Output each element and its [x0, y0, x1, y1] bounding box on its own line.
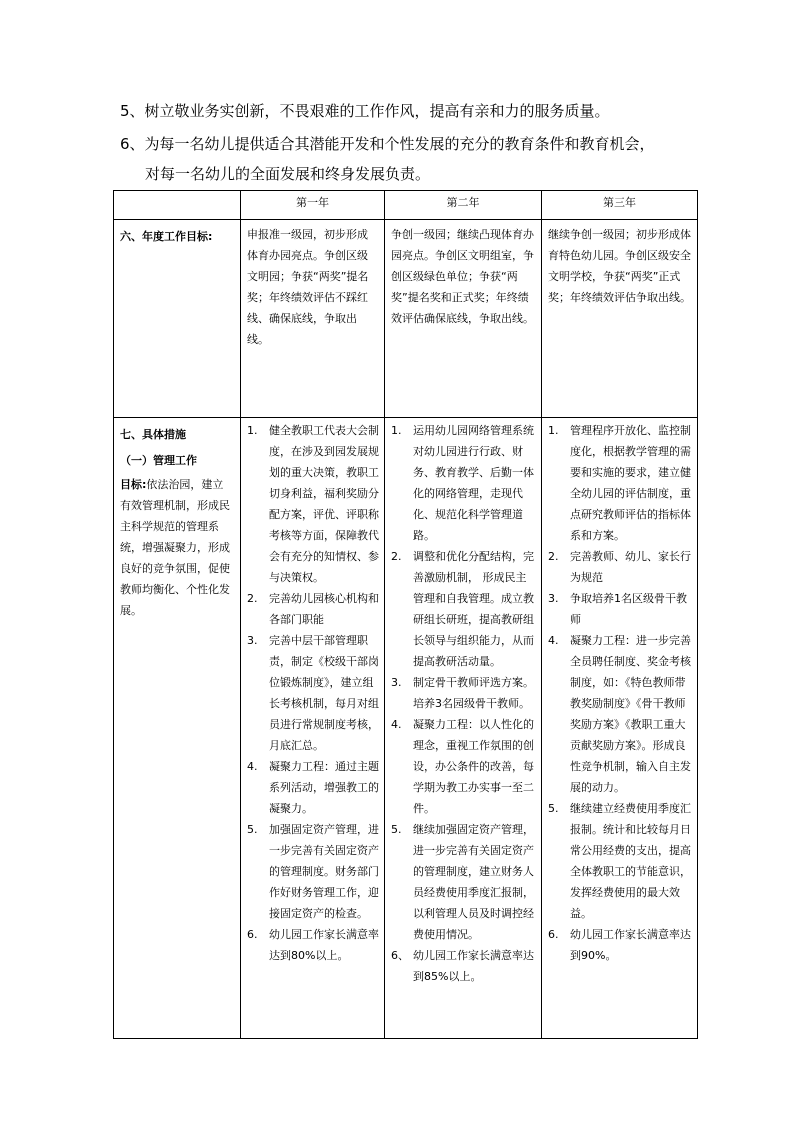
three-year-plan-table [113, 190, 698, 1039]
measures-year-3-list [548, 420, 692, 966]
header-blank [114, 191, 241, 220]
measure-item [391, 819, 536, 945]
measure-item-text: 幼儿园工作家长满意率达到85%以上。 [413, 949, 534, 983]
measure-item-text: 健全教职工代表大会制度，在涉及到园发展规划的重大决策，教职工切身利益，福利奖励分配方案，评优、评职称考核等方面，保障教代会有充分的知情权、参与决策权。 [269, 424, 379, 584]
measures-label-cell [114, 418, 241, 1039]
measure-item [391, 672, 536, 714]
measure-item [391, 420, 536, 546]
measure-item [548, 630, 692, 798]
measure-item-text: 幼儿园工作家长满意率达到80%以上。 [269, 928, 379, 962]
measure-item-number: 5. [247, 823, 258, 836]
goals-year-1: 申报准一级园，初步形成体育办园亮点。争创区级文明园；争获“两奖”提名奖；年终绩效评估不踩红线、确保底线，争取出线。 [247, 228, 369, 346]
intro-item-6: 6、为每一名幼儿提供适合其潜能开发和个性发展的充分的教育条件和教育机会， [120, 135, 655, 153]
measure-item [548, 588, 692, 630]
measure-item-text: 调整和优化分配结构，完善激励机制， 形成民主管理和自我管理。成立教研组长研班，提高教研组长领导与组织能力，从而提高教研活动量。 [413, 550, 534, 668]
measure-item-number: 5. [391, 823, 402, 836]
measure-item-number: 3. [391, 676, 402, 689]
goals-label-cell [114, 220, 241, 418]
measure-item-number: 6. [247, 928, 258, 941]
measure-item-text: 运用幼儿园网络管理系统对幼儿园进行行政、财务、教育教学、后勤一体化的网络管理，走现代化、规范化科学管理道路。 [413, 424, 534, 542]
measure-item-text: 凝聚力工程：通过主题系列活动，增强教工的凝聚力。 [269, 760, 379, 815]
measure-item-number: 1. [391, 424, 402, 437]
measure-item-number: 2. [247, 592, 258, 605]
measure-item-text: 完善中层干部管理职责，制定《校级干部岗位锻炼制度》，建立组长考核机制，每月对组员进行常规制度考核，月底汇总。 [269, 634, 379, 752]
measures-year-3-cell [542, 418, 698, 1039]
header-year-1: 第一年 [241, 191, 385, 220]
measure-item-number: 3. [247, 634, 258, 647]
measures-label: 七、具体措施 [120, 428, 186, 441]
measure-item-number: 4. [247, 760, 258, 773]
measures-year-2-cell [385, 418, 542, 1039]
measure-item-text: 幼儿园工作家长满意率达到90%。 [570, 928, 691, 962]
measure-item-number: 2. [548, 550, 559, 563]
measure-item-number: 2. [391, 550, 402, 563]
measure-item-text: 加强固定资产管理，进一步完善有关固定资产的管理制度。财务部门作好财务管理工作，迎接固定资产的检查。 [269, 823, 379, 920]
goals-year-1-cell [241, 220, 385, 418]
measure-item-text: 管理程序开放化、监控制度化，根据教学管理的需要和实施的要求，建立健全幼儿园的评估制度，重点研究教师评估的指标体系和方案。 [570, 424, 691, 542]
measure-item-number: 5. [548, 802, 559, 815]
measure-item [391, 714, 536, 819]
management-subtitle: （一）管理工作 [120, 454, 197, 467]
measure-item-number: 4. [548, 634, 559, 647]
measure-item-number: 6、 [391, 949, 409, 962]
measure-item [391, 546, 536, 672]
intro-item-6-continued: 对每一名幼儿的全面发展和终身发展负责。 [145, 165, 431, 183]
measure-item [548, 420, 692, 546]
measure-item [247, 924, 379, 966]
measure-item-number: 1. [548, 424, 559, 437]
goals-row [114, 220, 698, 418]
measure-item [247, 819, 379, 924]
measure-item-number: 1. [247, 424, 258, 437]
measure-item-text: 争取培养1名区级骨干教师 [570, 592, 687, 626]
measure-item-text: 制定骨干教师评选方案。培养3名园级骨干教师。 [413, 676, 534, 710]
header-year-2: 第二年 [385, 191, 542, 220]
measure-item-text: 凝聚力工程：以人性化的理念，重视工作氛围的创设，办公条件的改善，每学期为教工办实事一至二件。 [413, 718, 534, 815]
measure-item [548, 798, 692, 924]
measure-item [391, 945, 536, 987]
target-text: 依法治园，建立有效管理机制，形成民主科学规范的管理系统，增强凝聚力，形成良好的竞争氛围，促使教师均衡化、个性化发展。 [120, 478, 230, 617]
goals-year-3-cell [542, 220, 698, 418]
measure-item-text: 完善幼儿园核心机构和各部门职能 [269, 592, 379, 626]
goals-label: 六、年度工作目标: [120, 230, 213, 243]
measure-item [247, 756, 379, 819]
measure-item-number: 4. [391, 718, 402, 731]
measures-year-1-cell [241, 418, 385, 1039]
goals-year-2-cell [385, 220, 542, 418]
measures-row [114, 418, 698, 1039]
intro-item-5: 5、树立敬业务实创新，不畏艰难的工作作风，提高有亲和力的服务质量。 [120, 102, 610, 120]
measure-item-number: 6. [548, 928, 559, 941]
measure-item [548, 546, 692, 588]
measure-item [247, 588, 379, 630]
measure-item [247, 420, 379, 588]
header-row [114, 191, 698, 220]
measure-item [247, 630, 379, 756]
measures-year-2-list [391, 420, 536, 987]
measure-item-number: 3. [548, 592, 559, 605]
measure-item-text: 完善教师、幼儿、家长行为规范 [570, 550, 691, 584]
management-target [114, 474, 240, 621]
goals-year-3: 继续争创一级园；初步形成体育特色幼儿园。争创区级安全文明学校，争获“两奖”正式奖；年终绩效评估争取出线。 [548, 228, 691, 304]
measures-year-1-list [247, 420, 379, 966]
header-year-3: 第三年 [542, 191, 698, 220]
target-label: 目标: [120, 478, 147, 491]
measure-item-text: 继续加强固定资产管理，进一步完善有关固定资产的管理制度，建立财务人员经费使用季度汇报制，以利管理人员及时调控经费使用情况。 [413, 823, 534, 941]
goals-year-2: 争创一级园；继续凸现体育办园亮点。争创区文明组室，争创区级绿色单位；争获“两奖”提名奖和正式奖；年终绩效评估确保底线，争取出线。 [391, 228, 534, 325]
measure-item [548, 924, 692, 966]
measure-item-text: 继续建立经费使用季度汇报制。统计和比较每月日常公用经费的支出，提高全体教职工的节能意识，发挥经费使用的最大效益。 [570, 802, 691, 920]
measure-item-text: 凝聚力工程：进一步完善全员聘任制度、奖金考核制度，如：《特色教师带教奖励制度》《骨干教师奖励方案》《教职工重大贡献奖励方案》。形成良性竞争机制，输入自主发展的动力。 [570, 634, 691, 794]
